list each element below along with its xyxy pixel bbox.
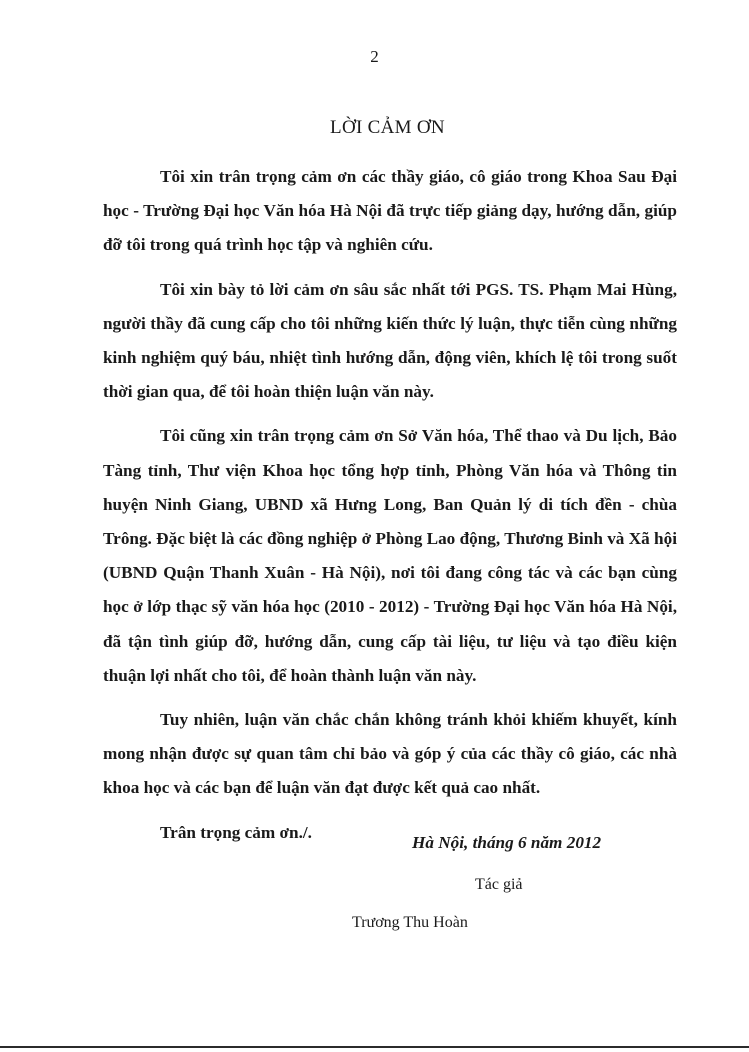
paragraph-thanks-faculty: Tôi xin trân trọng cảm ơn các thầy giáo, cô giáo trong Khoa Sau Đại học - Trường Đại học Văn hóa Hà Nội đã trực tiếp giảng dạy, hướng dẫn, giúp đỡ tôi trong quá trình học tập và nghiên cứu. [103,167,677,255]
signature-place-date: Hà Nội, tháng 6 năm 2012 [412,833,602,852]
page-number: 2 [370,47,379,66]
paragraph-thanks-institutions: Tôi cũng xin trân trọng cảm ơn Sở Văn hóa, Thể thao và Du lịch, Bảo Tàng tỉnh, Thư viện Khoa học tổng hợp tỉnh, Phòng Văn hóa và Thông tin huyện Ninh Giang, UBND xã Hưng Long, Ban Quản lý di tích đền - chùa Trông. Đặc biệt là các đồng nghiệp ở Phòng Lao động, Thương Binh và Xã hội (UBND Quận Thanh Xuân - Hà Nội), nơi tôi đang công tác và các bạn cùng học ở lớp thạc sỹ văn hóa học (2010 - 2012) - Trường Đại học Văn hóa Hà Nội, đã tận tình giúp đỡ, hướng dẫn, cung cấp tài liệu, tư liệu và tạo điều kiện thuận lợi nhất cho tôi, để hoàn thành luận văn này. [103,426,677,685]
acknowledgement-body [103,160,677,850]
closing-line: Trân trọng cảm ơn./. [160,822,312,842]
page-bottom-border [0,1046,749,1048]
page-title: LỜI CẢM ƠN [330,117,445,138]
signature-name: Trương Thu Hoàn [352,914,468,931]
paragraph-limitations: Tuy nhiên, luận văn chắc chắn không tránh khỏi khiếm khuyết, kính mong nhận được sự quan tâm chỉ bảo và góp ý của các thầy cô giáo, các nhà khoa học và các bạn để luận văn đạt được kết quả cao nhất. [103,710,677,798]
paragraph-thanks-supervisor: Tôi xin bày tỏ lời cảm ơn sâu sắc nhất tới PGS. TS. Phạm Mai Hùng, người thầy đã cung cấp cho tôi những kiến thức lý luận, thực tiễn cùng những kinh nghiệm quý báu, nhiệt tình hướng dẫn, động viên, khích lệ tôi trong suốt thời gian qua, để tôi hoàn thiện luận văn này. [103,279,677,402]
signature-role: Tác giả [475,876,523,893]
